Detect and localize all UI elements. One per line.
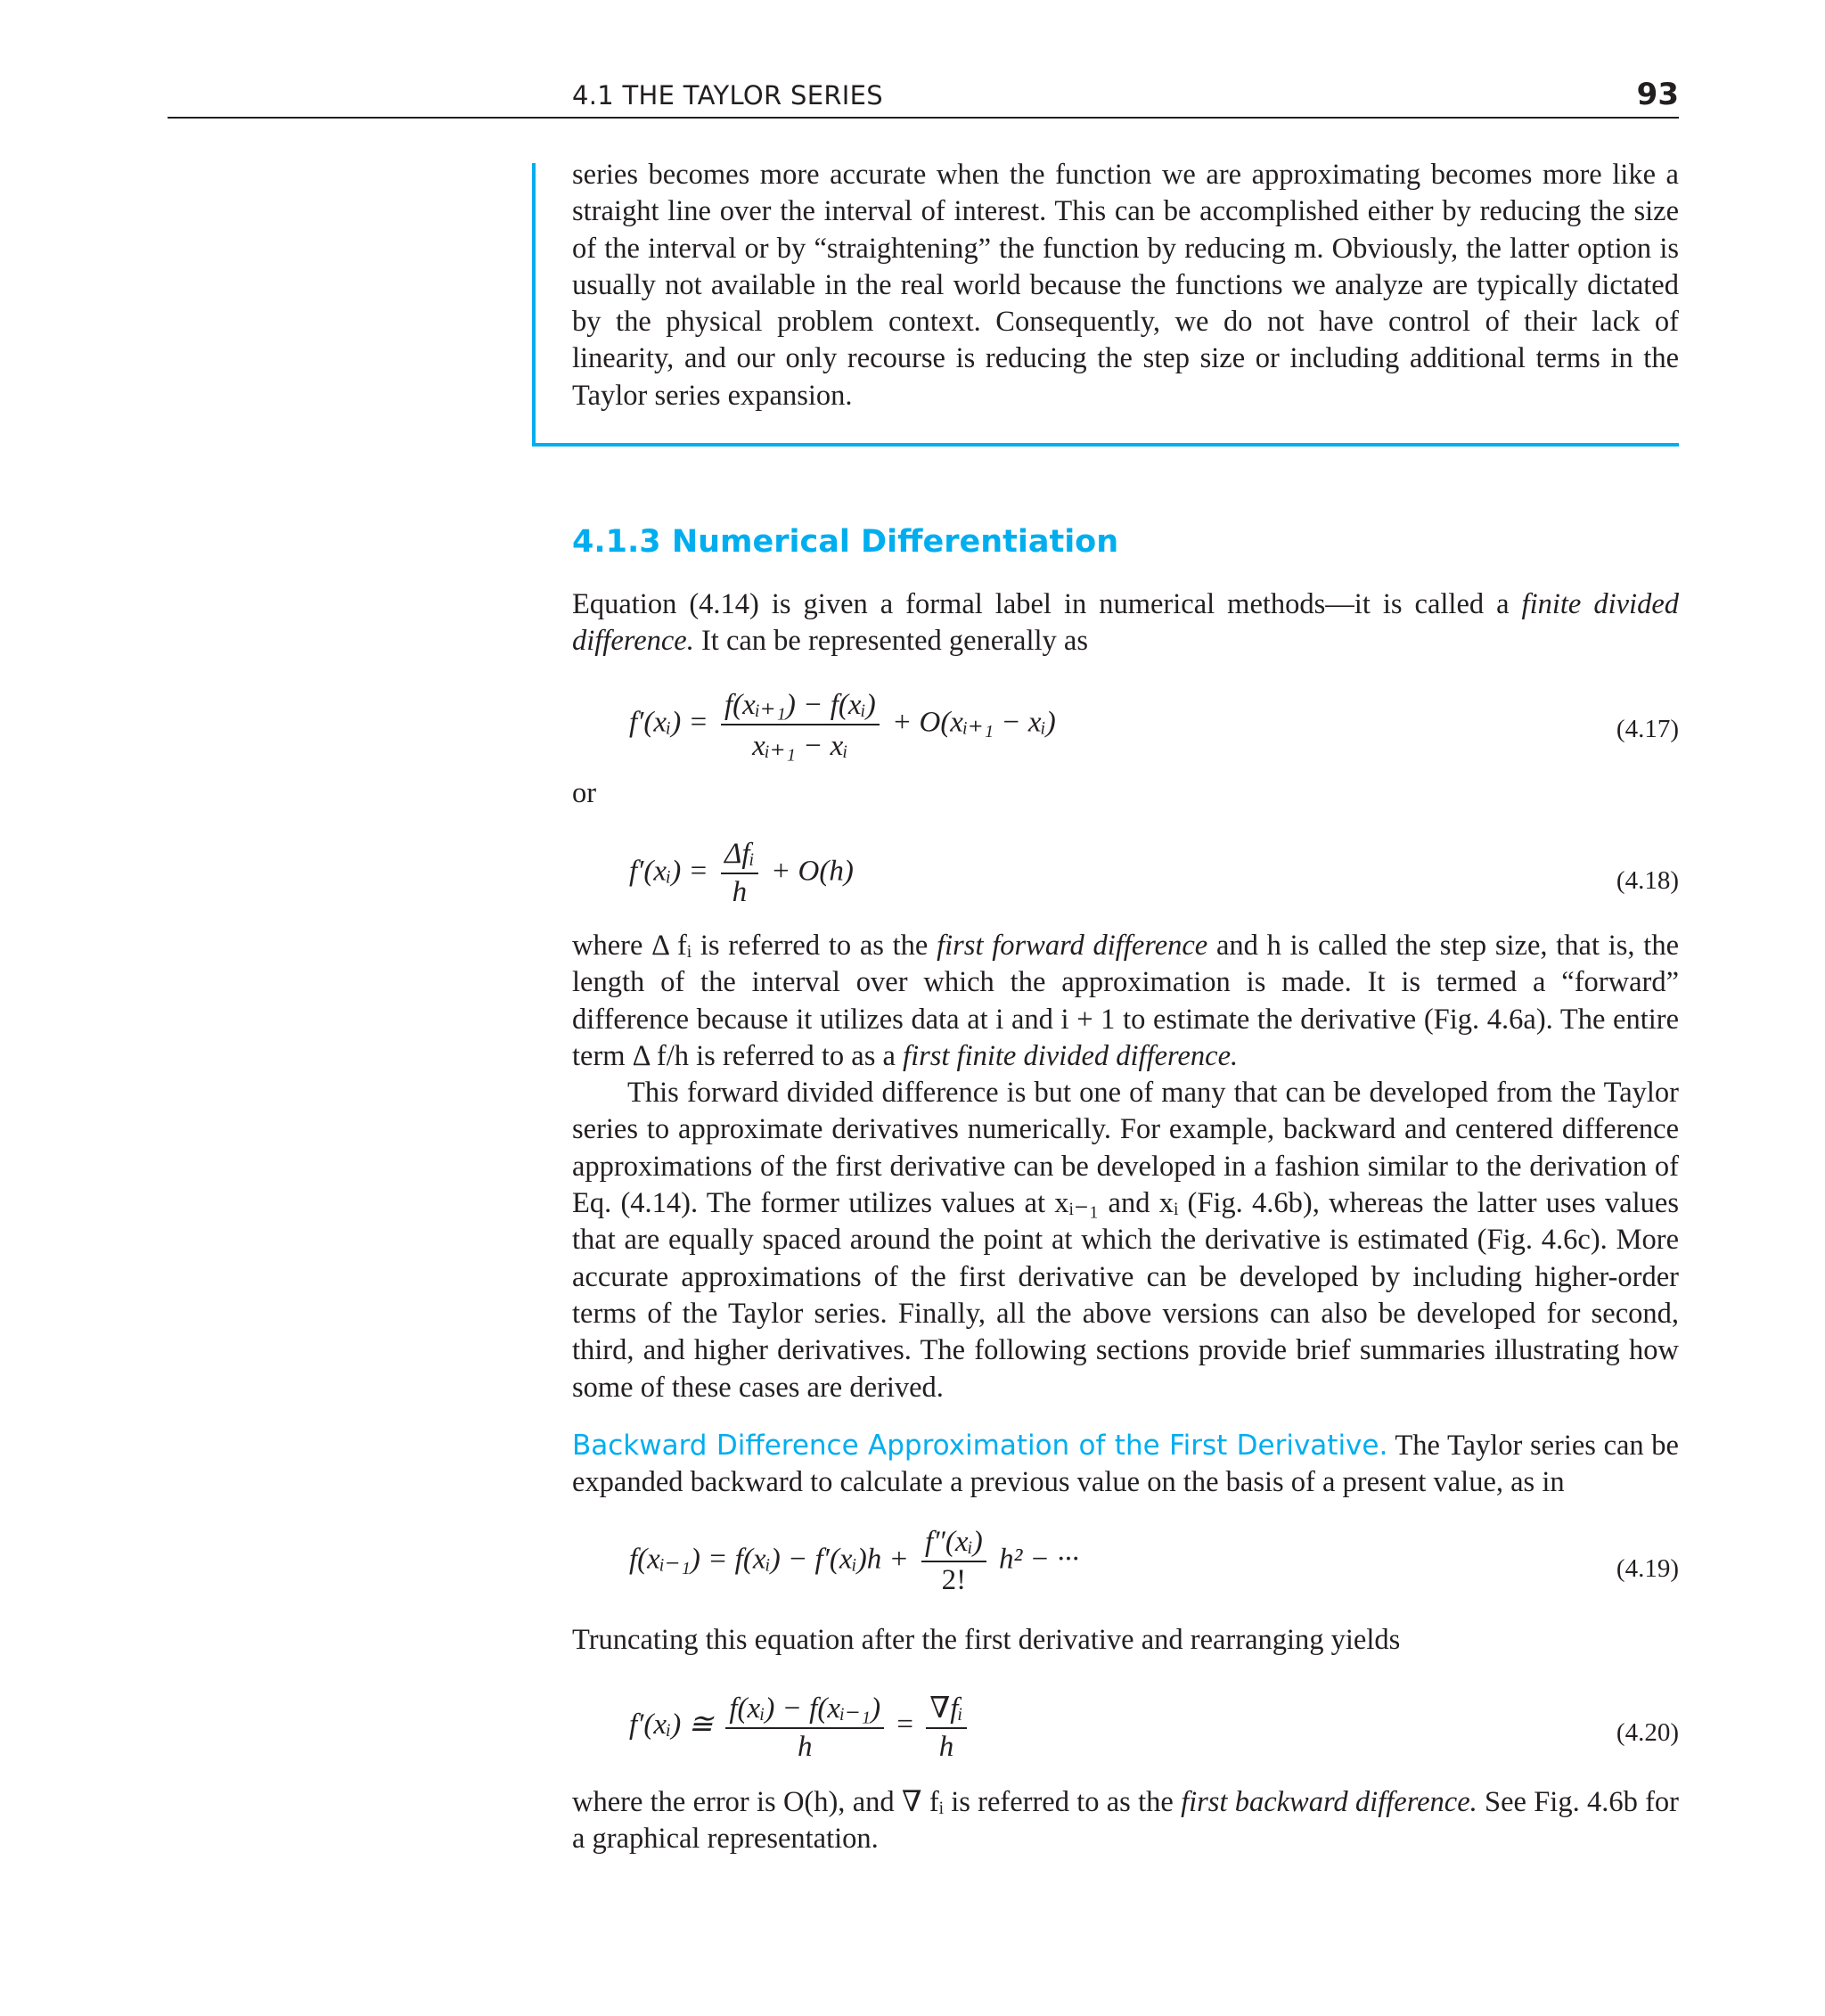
or-word: or xyxy=(572,777,597,809)
truncating-text: Truncating this equation after the first derivative and rearranging yields xyxy=(572,1624,1401,1656)
eq420-fraction-2 xyxy=(926,1690,966,1764)
intro-text-a: Equation (4.14) is given a formal label in numerical methods—it is called a xyxy=(572,588,1522,620)
paragraph-backward-intro xyxy=(572,1428,1679,1502)
backward-text-2: See Fig. 4.6b for a graphical representation. xyxy=(572,1786,1679,1856)
intro-emphasis: finite divided difference. xyxy=(572,588,1679,658)
eq420-number: (4.20) xyxy=(1616,1718,1679,1747)
paragraph-approximations: This forward divided difference is but one of many that can be developed from the Taylor series to approximate derivatives numerically. For example, backward and centered difference approximations of the first derivative can be developed in a fashion similar to the derivation of Eq. (4.14). The former utilizes values at xᵢ₋₁ and xᵢ (Fig. 4.6b), whereas the latter uses values that are equally spaced around the point at which the derivative is estimated (Fig. 4.6c). More accurate approximations of the first derivative can be developed by including higher-order terms of the Taylor series. Finally, all the above versions can also be developed for second, third, and higher derivatives. The following sections provide brief summaries illustrating how some of these cases are derived. xyxy=(572,1077,1679,1404)
eq417-rhs: + O(xᵢ₊₁ − xᵢ) xyxy=(891,706,1056,739)
equation-4-18 xyxy=(572,829,1679,918)
eq419-numerator: f″(xᵢ) xyxy=(921,1526,986,1562)
eq420-numerator-2: ∇fᵢ xyxy=(926,1690,966,1729)
eq419-fraction xyxy=(921,1526,986,1597)
box-bottom-border xyxy=(532,443,1679,447)
running-header-title: 4.1 THE TAYLOR SERIES xyxy=(572,80,883,111)
box-left-border xyxy=(532,163,536,447)
eq420-denominator-2: h xyxy=(938,1731,954,1763)
eq418-denominator: h xyxy=(732,876,748,908)
eq418-number: (4.18) xyxy=(1616,866,1679,895)
eq418-fraction xyxy=(721,838,758,909)
forward-text-2: and h is called the step size, that is, the length of the interval over which the approximation is made. It is termed a “forward” difference because it utilizes data at i and i + 1 to estimate the derivative (Fig. 4.6a). The entire term Δ f/h is referred to as a xyxy=(572,930,1679,1072)
forward-text-1: where Δ fᵢ is referred to as the xyxy=(572,930,937,962)
eq418-numerator: Δfᵢ xyxy=(721,838,758,874)
backward-text-1: where the error is O(h), and ∇ fᵢ is referred to as the xyxy=(572,1786,1182,1818)
equation-4-20 xyxy=(572,1681,1679,1770)
eq420-numerator: f(xᵢ) − f(xᵢ₋₁) xyxy=(725,1690,884,1729)
eq419-denominator: 2! xyxy=(941,1564,967,1596)
forward-emphasis-1: first forward difference xyxy=(937,930,1208,962)
paragraph-intro xyxy=(572,586,1679,660)
eq417-fraction xyxy=(721,686,880,763)
eq417-number: (4.17) xyxy=(1616,715,1679,743)
eq420-lhs: f′(xᵢ) ≅ xyxy=(629,1709,714,1741)
section-heading: 4.1.3 Numerical Differentiation xyxy=(572,524,1119,560)
eq417-lhs: f′(xᵢ) = xyxy=(629,706,708,739)
eq420-equals: = xyxy=(896,1709,913,1741)
eq417-denominator: xᵢ₊₁ − xᵢ xyxy=(752,730,848,762)
run-in-heading: Backward Difference Approximation of the First Derivative. xyxy=(572,1430,1388,1462)
eq419-lhs: f(xᵢ₋₁) = f(xᵢ) − f′(xᵢ)h + xyxy=(629,1543,909,1576)
paragraph-forward xyxy=(572,928,1679,1406)
backward-emphasis: first backward difference. xyxy=(1181,1786,1477,1818)
eq419-rhs: h² − ··· xyxy=(998,1543,1079,1576)
header-rule xyxy=(168,117,1679,119)
eq420-denominator: h xyxy=(797,1731,813,1763)
eq418-rhs: + O(h) xyxy=(771,855,854,888)
eq420-fraction xyxy=(725,1690,884,1764)
eq418-lhs: f′(xᵢ) = xyxy=(629,855,708,888)
paragraph-truncating xyxy=(572,1622,1679,1659)
eq419-number: (4.19) xyxy=(1616,1554,1679,1583)
forward-emphasis-2: first finite divided difference. xyxy=(903,1039,1239,1072)
equation-4-17 xyxy=(572,677,1679,766)
equation-4-19 xyxy=(572,1517,1679,1606)
box-paragraph xyxy=(572,157,1679,414)
eq417-numerator: f(xᵢ₊₁) − f(xᵢ) xyxy=(721,686,880,725)
intro-text-b: It can be represented generally as xyxy=(693,625,1088,658)
page-number: 93 xyxy=(1636,77,1679,112)
paragraph-backward-difference xyxy=(572,1784,1679,1858)
backward-intro-text: The Taylor series can be expanded backward to calculate a previous value on the basis of a present value, as in xyxy=(572,1430,1679,1499)
box-paragraph-text: series becomes more accurate when the function we are approximating becomes more like a straight line over the interval of interest. This can be accomplished either by reducing the size of the interval or by “straightening” the function by reducing m. Obviously, the latter option is usually not available in the real world because the functions we analyze are typically dictated by the physical problem context. Consequently, we do not have control of their lack of linearity, and our only recourse is reducing the step size or including additional terms in the Taylor series expansion. xyxy=(572,159,1679,412)
